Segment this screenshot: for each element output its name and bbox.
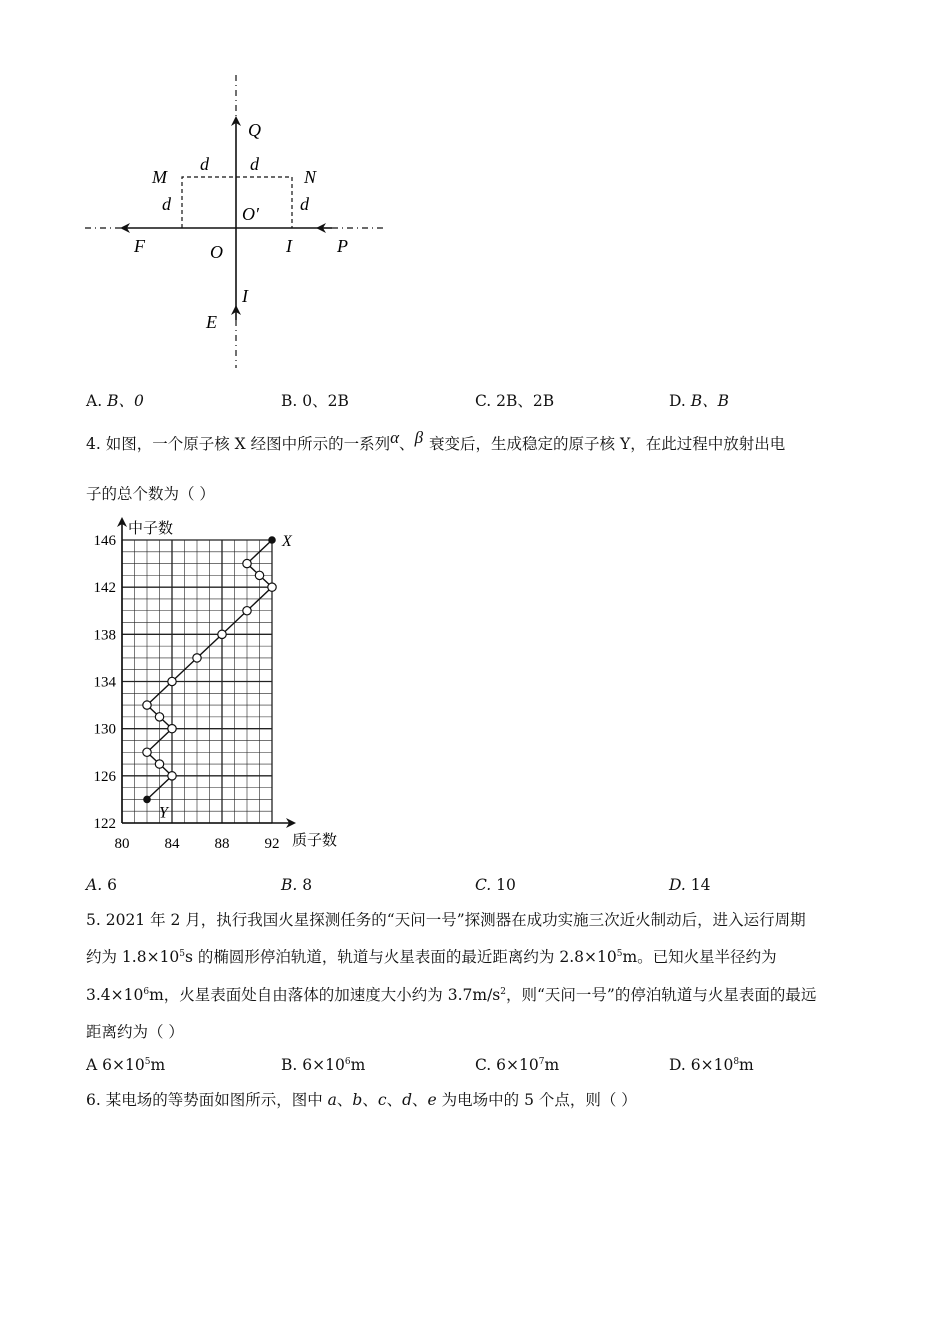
label-O: O xyxy=(210,242,223,262)
q3-option-a-letter: A. xyxy=(86,392,108,410)
q4-alpha: α xyxy=(390,428,400,447)
q4-separator: 、 xyxy=(399,435,415,453)
q3-option-a xyxy=(86,389,144,411)
q5-line2-sup1: 5 xyxy=(179,949,186,959)
q5-line2-part-c: m。已知火星半径约为 xyxy=(622,948,777,966)
q6-sep-2: 、 xyxy=(362,1091,378,1109)
q4-line2: 子的总个数为（ ） xyxy=(86,485,215,503)
x-axis-label: 质子数 xyxy=(292,831,338,849)
q4-text-part2: 衰变后，生成稳定的原子核 Y，在此过程中放射出电 xyxy=(429,435,786,453)
q5-option-b-text: B. 6×10 xyxy=(281,1056,345,1074)
q4-option-a xyxy=(86,876,117,894)
q6-text-post: 为电场中的 5 个点，则（ ） xyxy=(436,1091,637,1109)
q3-option-d-value: B、B xyxy=(690,392,730,410)
q6-sep-4: 、 xyxy=(412,1091,428,1109)
label-I-horizontal: I xyxy=(286,236,292,256)
label-d-top-right: d xyxy=(250,154,259,174)
q4-text-part1: 4. 如图，一个原子核 X 经图中所示的一系列 xyxy=(86,435,391,453)
data-point xyxy=(193,654,201,662)
decay-chart xyxy=(80,515,380,860)
q4-option-a-value: 6 xyxy=(107,876,117,894)
q5-option-b xyxy=(281,1056,365,1074)
y-tick-label: 130 xyxy=(93,721,116,738)
y-tick-label: 138 xyxy=(93,627,116,644)
data-point xyxy=(143,701,151,709)
q4-beta: β xyxy=(414,428,424,447)
q4-option-c-letter: C. xyxy=(475,876,497,894)
dashed-square xyxy=(182,177,292,228)
data-point xyxy=(143,748,151,756)
q5-option-c xyxy=(475,1056,559,1074)
q5-option-a-exp: 5 xyxy=(144,1057,151,1067)
label-E: E xyxy=(206,312,217,332)
q6-sep-1: 、 xyxy=(336,1091,353,1109)
q3-option-c-letter: C. xyxy=(475,392,497,410)
q5-line3-part-c: ，则“天问一号”的停泊轨道与火星表面的最远 xyxy=(506,986,817,1004)
q5-option-c-unit: m xyxy=(544,1056,560,1074)
q5-line3-sup2: 2 xyxy=(500,987,506,997)
label-d-top-left: d xyxy=(200,154,209,174)
q4-option-d xyxy=(669,876,710,894)
x-tick-label: 80 xyxy=(114,836,130,852)
q5-option-b-unit: m xyxy=(350,1056,366,1074)
data-point xyxy=(255,571,263,579)
q3-option-c xyxy=(475,389,554,411)
q3-option-a-value: B、0 xyxy=(107,392,144,410)
label-d-right: d xyxy=(300,194,309,214)
chart-tick-labels xyxy=(94,519,338,852)
q5-line3-sup1: 6 xyxy=(143,987,150,997)
q4-line1 xyxy=(86,428,786,454)
data-point xyxy=(218,630,226,638)
q3-option-d xyxy=(669,389,729,411)
data-point xyxy=(268,583,276,591)
q5-option-a-unit: m xyxy=(150,1056,166,1074)
q5-option-d-exp: 8 xyxy=(733,1057,740,1067)
q5-line2-part-b: s 的椭圆形停泊轨道，轨道与火星表面的最近距离约为 2.8×10 xyxy=(185,948,617,966)
q6-point-d: d xyxy=(402,1091,413,1109)
x-tick-label: 84 xyxy=(164,836,180,852)
label-P: P xyxy=(337,236,348,256)
q3-option-d-letter: D. xyxy=(669,392,691,410)
q5-line3-part-a: 3.4×10 xyxy=(86,986,144,1004)
q5-option-a-text: A 6×10 xyxy=(86,1056,145,1074)
q5-option-d xyxy=(669,1056,754,1074)
chart-axes xyxy=(122,519,294,823)
q5-line2-sup2: 5 xyxy=(616,949,623,959)
y-tick-label: 134 xyxy=(93,674,116,691)
q4-option-b-letter: B. xyxy=(281,876,303,894)
q5-option-c-exp: 7 xyxy=(538,1057,545,1067)
label-N: N xyxy=(304,167,317,187)
y-tick-label: 122 xyxy=(93,816,116,832)
q5-line3-part-b: m，火星表面处自由落体的加速度大小约为 3.7m/s xyxy=(149,986,501,1004)
q6-point-e: e xyxy=(427,1091,437,1109)
label-F: F xyxy=(134,236,145,256)
q4-option-c xyxy=(475,876,516,894)
x-tick-label: 92 xyxy=(264,836,280,852)
label-Q: Q xyxy=(248,120,261,140)
q4-option-b xyxy=(281,876,312,894)
point-X xyxy=(269,537,275,543)
y-tick-label: 142 xyxy=(93,580,116,597)
point-label-Y: Y xyxy=(159,804,168,822)
q3-option-b xyxy=(281,389,349,411)
q3-option-b-letter: B. xyxy=(281,392,303,410)
q5-option-b-exp: 6 xyxy=(344,1057,351,1067)
label-O-prime: O′ xyxy=(242,204,259,224)
q6-point-a: a xyxy=(327,1091,337,1109)
q5-line4: 距离约为（ ） xyxy=(86,1023,184,1041)
q5-line2 xyxy=(86,947,777,967)
q5-option-c-text: C. 6×10 xyxy=(475,1056,539,1074)
q6-point-c: c xyxy=(377,1091,387,1109)
q4-option-d-letter: D. xyxy=(669,876,691,894)
data-point xyxy=(243,607,251,615)
y-tick-label: 146 xyxy=(93,533,116,549)
q6-point-b: b xyxy=(352,1091,363,1109)
figure-current-diagram xyxy=(80,70,400,375)
q4-option-a-letter: A. xyxy=(86,876,108,894)
q6-text-pre: 6. 某电场的等势面如图所示，图中 xyxy=(86,1091,328,1109)
label-I-vertical: I xyxy=(242,286,248,306)
q3-option-b-value: 0、2B xyxy=(302,392,349,410)
q4-option-d-value: 14 xyxy=(690,876,711,894)
q5-line1: 5. 2021 年 2 月，执行我国火星探测任务的“天问一号”探测器在成功实施三次近火制动后，进入运行周期 xyxy=(86,911,806,929)
point-Y xyxy=(144,796,150,802)
q6-sep-3: 、 xyxy=(386,1091,403,1109)
y-axis-label: 中子数 xyxy=(128,519,174,537)
q5-option-d-text: D. 6×10 xyxy=(669,1056,734,1074)
x-tick-label: 88 xyxy=(214,836,230,852)
q3-option-c-value: 2B、2B xyxy=(496,392,555,410)
q4-option-c-value: 10 xyxy=(496,876,516,894)
data-point xyxy=(243,559,251,567)
q5-line3 xyxy=(86,985,816,1005)
point-label-X: X xyxy=(282,533,292,550)
q5-option-d-unit: m xyxy=(739,1056,754,1074)
data-point xyxy=(155,713,163,721)
q4-option-b-value: 8 xyxy=(302,876,313,894)
chart-grid xyxy=(122,540,272,823)
data-point xyxy=(168,724,176,732)
q5-line2-part-a: 约为 1.8×10 xyxy=(86,948,180,966)
label-M: M xyxy=(152,167,167,187)
data-point xyxy=(155,760,163,768)
q5-option-a xyxy=(86,1056,165,1074)
q6-line1 xyxy=(86,1090,637,1110)
data-point xyxy=(168,772,176,780)
data-point xyxy=(168,677,176,685)
label-d-left: d xyxy=(162,194,171,214)
y-tick-label: 126 xyxy=(93,768,116,785)
